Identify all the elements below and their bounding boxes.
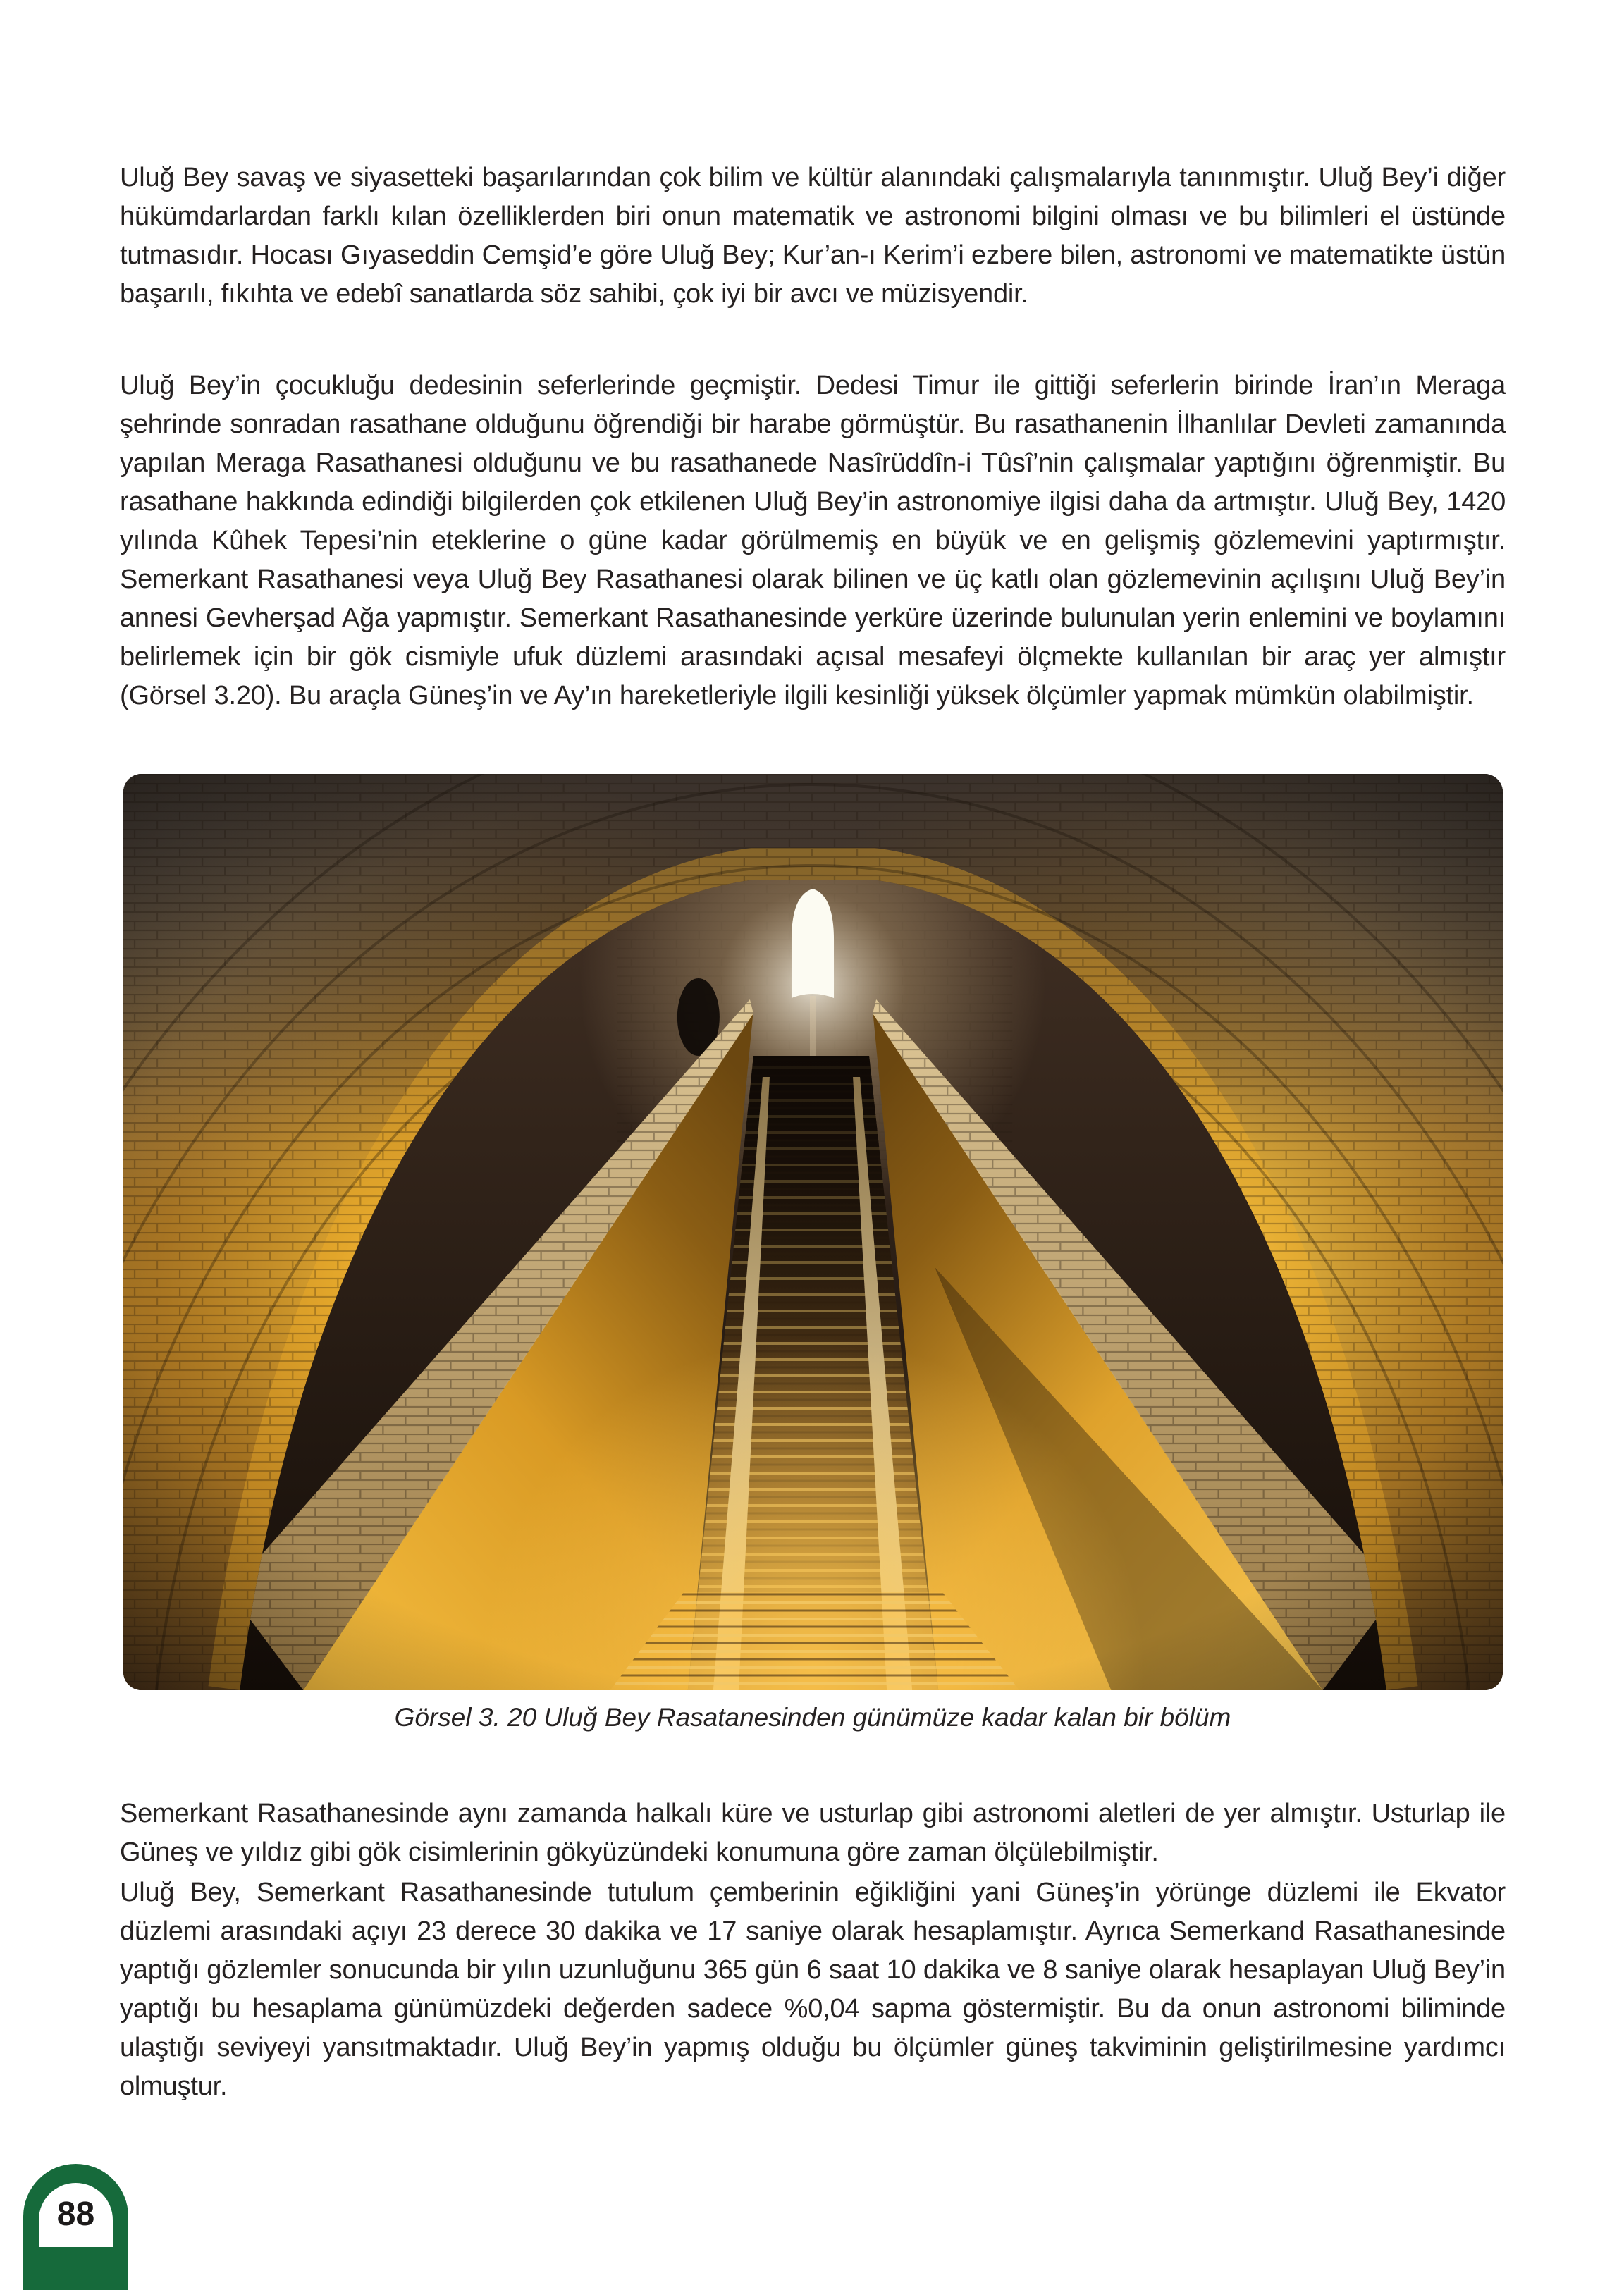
page-number-badge <box>23 2164 128 2290</box>
page-number-window <box>39 2183 113 2247</box>
observatory-photo-illustration <box>123 774 1503 1690</box>
figure-caption: Görsel 3. 20 Uluğ Bey Rasatanesinden günümüze kadar kalan bir bölüm <box>394 1703 1231 1732</box>
observatory-photo <box>123 774 1503 1690</box>
paragraph-2: Uluğ Bey’in çocukluğu dedesinin seferlerinde geçmiştir. Dedesi Timur ile gittiği seferlerin birinde İran’ın Meraga şehrinde sonradan rasathane olduğunu öğrendiği bir harabe görmüştür. Bu rasathanenin İlhanlılar Devleti zamanında yapılan Meraga Rasathanesi olduğunu ve bu rasathanede Nasîrüddîn-i Tûsî’nin çalışmalar yaptığını öğrenmiştir. Bu rasathane hakkında edindiği bilgilerden çok etkilenen Uluğ Bey’in astronomiye ilgisi daha da artmıştır. Uluğ Bey, 1420 yılında Kûhek Tepesi’nin eteklerine o güne kadar görülmemiş en büyük ve en gelişmiş gözlemevini yaptırmıştır. Semerkant Rasathanesi veya Uluğ Bey Rasathanesi olarak bilinen ve üç katlı olan gözlemevinin açılışını Uluğ Bey’in annesi Gevherşad Ağa yapmıştır. Semerkant Rasathanesinde yerküre üzerinde bulunulan yerin enlemini ve boylamını belirlemek için bir gök cismiyle ufuk düzlemi arasındaki açısal mesafeyi ölçmekte kullanılan bir araç yer almıştır (Görsel 3.20). Bu araçla Güneş’in ve Ay’ın hareketleriyle ilgili kesinliği yüksek ölçümler yapmak mümkün olabilmiştir. <box>120 371 1506 710</box>
photo-vignette <box>123 774 1503 1690</box>
paragraph-4: Uluğ Bey, Semerkant Rasathanesinde tutulum çemberinin eğikliğini yani Güneş’in yörünge düzlemi ile Ekvator düzlemi arasındaki açıyı 23 derece 30 dakika ve 17 saniye olarak hesaplamıştır. Ayrıca Semerkand Rasathanesinde yaptığı gözlemler sonucunda bir yılın uzunluğunu 365 gün 6 saat 10 dakika ve 8 saniye olarak hesaplayan Uluğ Bey’in yaptığı bu hesaplama günümüzdeki değerden sadece %0,04 sapma göstermiştir. Bu da onun astronomi biliminde ulaştığı seviyeyi yansıtmaktadır. Uluğ Bey’in yapmış olduğu bu ölçümler güneş takviminin geliştirilmesine yardımcı olmuştur. <box>120 1878 1506 2101</box>
paragraph-1: Uluğ Bey savaş ve siyasetteki başarılarından çok bilim ve kültür alanındaki çalışmalarıyla tanınmıştır. Uluğ Bey’i diğer hükümdarlardan farklı kılan özelliklerden biri onun matematik ve astronomi bilgini olması ve bu bilimleri el üstünde tutmasıdır. Hocası Gıyaseddin Cemşid’e göre Uluğ Bey; Kur’an-ı Kerim’i ezbere bilen, astronomi ve matematikte üstün başarılı, fıkıhta ve edebî sanatlarda söz sahibi, çok iyi bir avcı ve müzisyendir. <box>120 163 1506 309</box>
paragraph-3: Semerkant Rasathanesinde aynı zamanda halkalı küre ve usturlap gibi astronomi aletleri de yer almıştır. Usturlap ile Güneş ve yıldız gibi gök cisimlerinin gökyüzündeki konumuna göre zaman ölçülebilmiştir. <box>120 1799 1506 1867</box>
page-number: 88 <box>56 2196 95 2233</box>
